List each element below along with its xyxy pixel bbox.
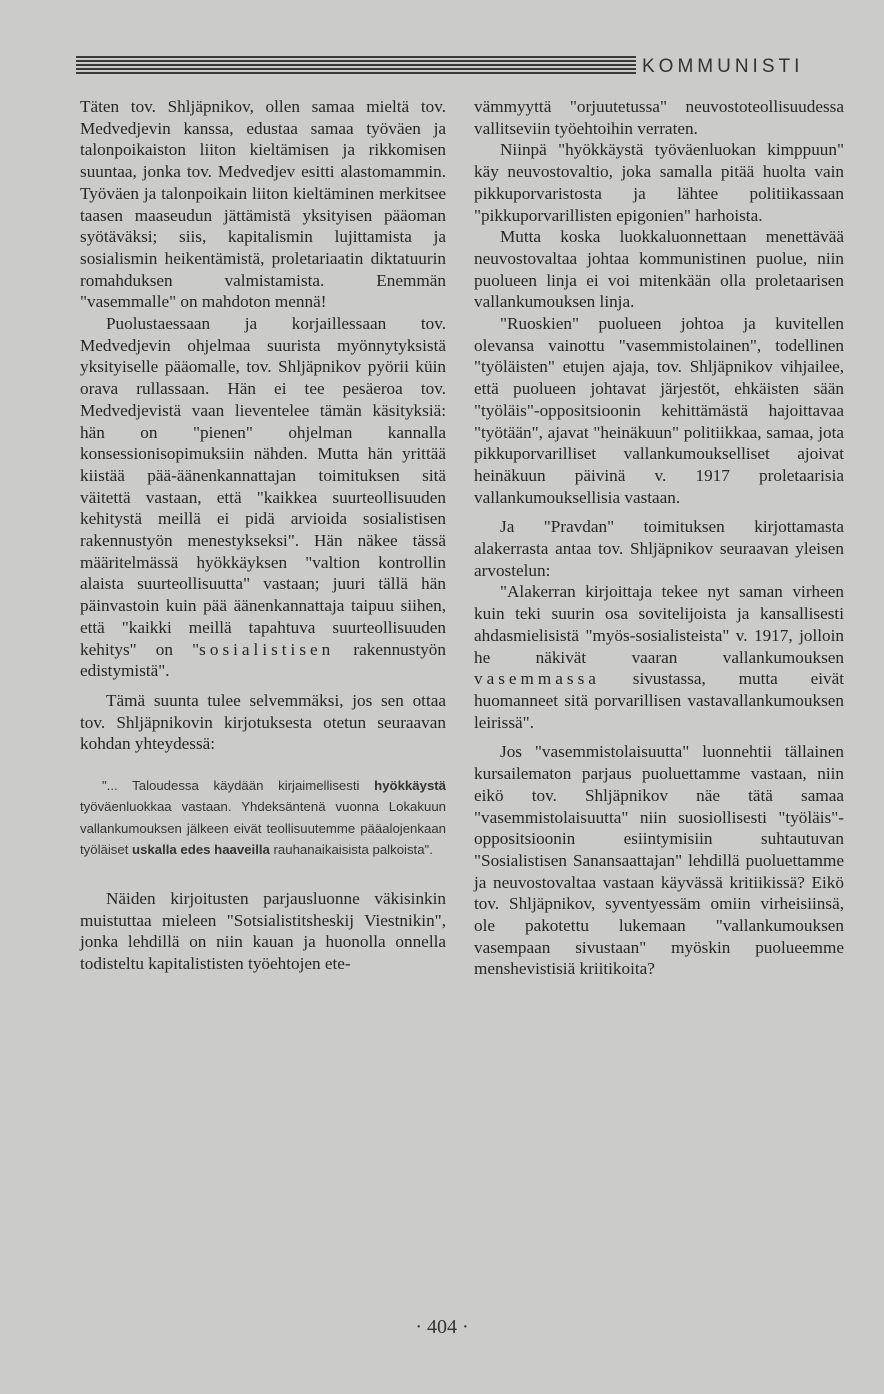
text-run: Puolustaessaan ja korjaillessaan tov. Medvedjevin ohjelmaa suurista myönnytyksistä yksityiselle pääomalle, tov. Shljäpnikov pyörii küin orava rullassaan. Hän ei tee pesäeroa tov. Medvedjevistä vaan lieventelee tämän käsityksiä: hän on "pienen" ohjelman kannalla konsessionisopimuksiin nähden. Mutta hän yrittää kiistää pää-äänenkannattajan toimituksen sitä väitettä vastaan, että "kaikkea suurteollisuuden kehitystä meillä ei pidä arvioida sosialistisen rakennustyön menestykseksi". Hän näkee tässä määritelmässä hyökkäyksen "valtion kontrollin alaista suurteollisuutta" vastaan; juuri tällä hän päinvastoin kuin pää äänenkannattaja taipuu siihen, että "kaikki meillä tapahtuva suurteollisuuden kehitys" on " [80,314,446,659]
paragraph [80,313,446,682]
paragraph: Täten tov. Shljäpnikov, ollen samaa mieltä tov. Medvedjevin kanssa, edustaa samaa työväen ja talonpoikaiston liiton kieltämisen ja rikkomisen suuntaa, jonka tov. Medvedjev esitti alastomammin. Työväen ja talonpoikain liiton kieltäminen merkitsee taasen maaseudun jättämistä yksityisen pääoman syötäväksi; siis, kapitalismin lujittamista ja sosialismin heikentämistä, proletariaatin diktatuurin romahduksen valmistamista. Enemmän "vasemmalle" on mahdoton mennä! [80,97,446,312]
spaced-emphasis: vasemmassa [474,669,600,689]
running-header [76,50,876,84]
paragraph: Näiden kirjoitusten parjausluonne väkisinkin muistuttaa mieleen "Sotsialistitsheskij Viestnikin", jonka lehdillä on niin kauan ja huonolla onnella todisteltu kapitalististen työehtojen ete- [80,888,446,974]
paragraph [474,581,844,733]
text-run: sivustassa, mutta eivät huomanneet sitä porvarillisen vastavallankumouksen leirissä". [474,669,844,732]
right-column [474,96,844,980]
text-run: "Alakerran kirjoittaja tekee nyt saman virheen kuin teki suurin osa sovitelijoista ja kansallisesti ahdasmielisistä "myös-sosialisteista" v. 1917, jolloin he näkivät vaaran vallankumouksen [474,582,844,667]
paragraph: Jos "vasemmistolaisuutta" luonnehtii tällainen kursailematon parjaus puoluettamme vastaan, niin eikö tov. Shljäpnikov näe tätä samaa "vasemmistolaisuutta" niin suosiollisesti "työläis"-oppositsioonin esiintymisiin suhtautuvan "Sosialistisen Sanansaattajan" lehdillä puoluettamme ja neuvostovaltaa vastaan käyvässä kritiikissä? Eikö tov. Shljäpnikov, syventyessäm omiin virheisiinsä, ole pakotettu lukemaan "vallankumouksen vasempaan sivustaan" myöskin puolueemme menshevistisiä kriitikoita? [474,742,844,979]
header-rule [76,56,636,74]
quote-text: "... Taloudessa käydään kirjaimellisesti [102,778,375,794]
left-column [80,96,446,975]
paragraph: Ja "Pravdan" toimituksen kirjottamasta alakerrasta antaa tov. Shljäpnikov seuraavan yleisen arvostelun: [474,517,844,580]
running-title: KOMMUNISTI [642,56,804,77]
paragraph: "Ruoskien" puolueen johtoa ja kuvitellen olevansa vainottu "vasemmistolainen", todellinen "työläisten" etujen ajaja, tov. Shljäpnikov vihjailee, että puolueen johtavat järjestöt, ehkäisten sään "työläis"-oppositsioonin kehittämästä hajoittavaa "työtään", ajavat "heinäkuun" politiikkaa, samaa, jota pikkuporvarilliset vallankumoukselliset ajoivat heinäkuun päivinä v. 1917 proletaarisia vallankumouksellisia vastaan. [474,314,844,507]
quote-text: työväenluokkaa vastaan. Yhdeksäntenä vuonna Lokakuun vallankumouksen jälkeen eivät teollisuutemme pääalojenkaan työläiset [80,799,446,857]
quote-text: rauhanaikaisista palkoista". [269,841,433,857]
quote-bold: hyökkäystä [374,778,446,794]
spaced-emphasis: sosialistisen [199,639,335,659]
paragraph: Niinpä "hyökkäystä työväenluokan kimppuun" käy neuvostovaltio, joka samalla pitää huolta vain pikkuporvaristosta ja lähtee politiikassaan "pikkuporvarillisten epigonien" harhoista. [474,140,844,225]
page-number: · 404 · [415,1316,469,1338]
block-quote [80,775,446,860]
quote-bold: uskalla edes haaveilla [132,841,270,857]
paragraph: Mutta koska luokkaluonnettaan menettävää neuvostovaltaa johtaa kommunistinen puolue, niin puolueen linja ei voi mitenkään olla proletaarisen vallankumouksen linja. [474,227,844,312]
text-run: rakennustyön edistymistä". [80,639,446,681]
paragraph: Tämä suunta tulee selvemmäksi, jos sen ottaa tov. Shljäpnikovin kirjotuksesta otetun seuraavan kohdan yhteydessä: [80,690,446,754]
paragraph: vämmyyttä "orjuutetussa" neuvostoteollisuudessa vallitseviin työehtoihin verraten. [474,97,844,138]
